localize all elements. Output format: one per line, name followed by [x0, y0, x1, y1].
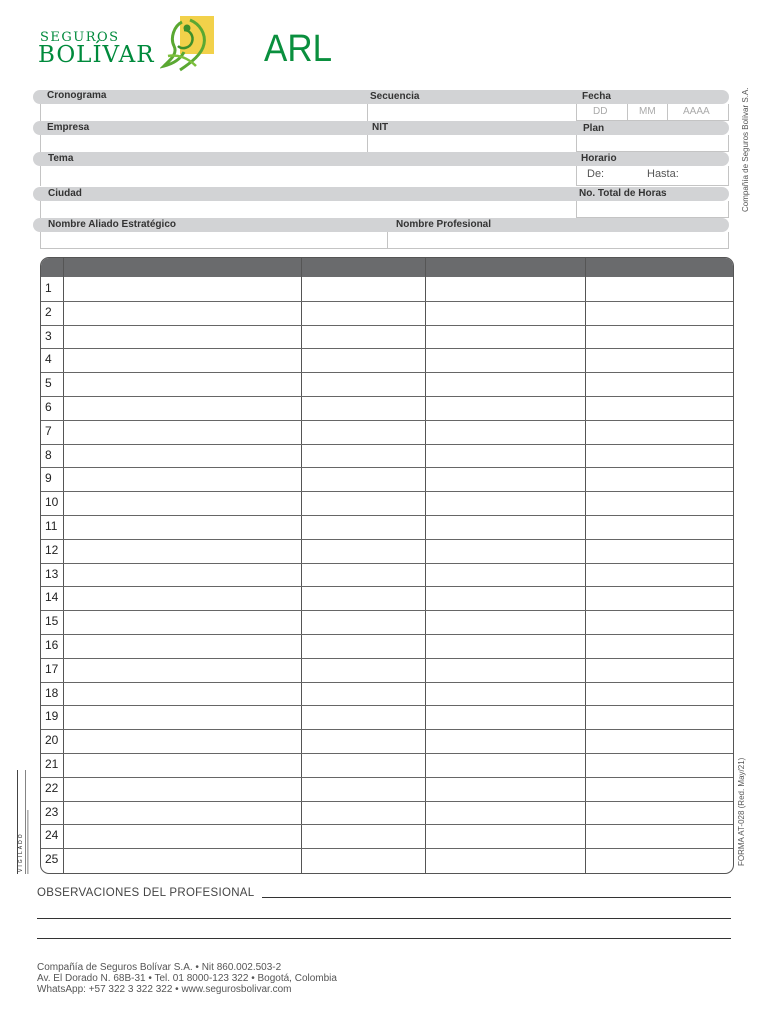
form-code-text: FORMA AT-028 (Red. May/21) [737, 757, 746, 866]
table-header [41, 258, 733, 277]
table-row[interactable] [41, 848, 733, 872]
row-number: 22 [45, 781, 59, 795]
field-cronograma[interactable] [40, 104, 367, 121]
observaciones-line[interactable] [37, 918, 731, 919]
label-nit: NIT [372, 122, 389, 133]
table-row[interactable] [41, 396, 733, 420]
table-row[interactable] [41, 563, 733, 587]
row-number: 23 [45, 805, 59, 819]
table-row[interactable] [41, 586, 733, 610]
horario-hasta: Hasta: [647, 168, 679, 180]
row-number: 15 [45, 614, 59, 628]
table-row[interactable] [41, 277, 733, 301]
bolivar-logo-icon [160, 16, 216, 74]
field-ciudad[interactable] [40, 201, 576, 218]
row-number: 18 [45, 686, 59, 700]
table-row[interactable] [41, 348, 733, 372]
table-row[interactable] [41, 301, 733, 325]
table-row[interactable] [41, 801, 733, 825]
table-row[interactable] [41, 420, 733, 444]
horario-de: De: [587, 168, 605, 180]
row-number: 11 [45, 519, 58, 533]
footer [37, 962, 337, 995]
field-aliado[interactable] [40, 232, 387, 249]
fecha-dd: DD [593, 106, 608, 117]
table-row[interactable] [41, 658, 733, 682]
table-row[interactable] [41, 491, 733, 515]
attendance-table [40, 257, 734, 874]
field-profesional[interactable] [387, 232, 729, 249]
row-number: 5 [45, 376, 52, 390]
table-row[interactable] [41, 372, 733, 396]
field-nit[interactable] [367, 135, 576, 152]
row-bar-tema [33, 152, 729, 166]
field-secuencia[interactable] [367, 104, 576, 121]
brand-top-text: SEGUROS [40, 30, 120, 45]
row-number: 12 [45, 543, 59, 557]
table-row[interactable] [41, 539, 733, 563]
label-cronograma: Cronograma [47, 90, 107, 101]
fecha-aaaa: AAAA [683, 106, 710, 117]
label-profesional: Nombre Profesional [396, 219, 492, 230]
label-empresa: Empresa [47, 122, 90, 133]
row-number: 10 [45, 495, 59, 509]
table-row[interactable] [41, 682, 733, 706]
label-ciudad: Ciudad [48, 188, 82, 199]
product-title: ARL [264, 28, 333, 70]
table-row[interactable] [41, 325, 733, 349]
row-number: 9 [45, 471, 52, 485]
row-number: 19 [45, 709, 59, 723]
row-number: 3 [45, 329, 52, 343]
table-row[interactable] [41, 729, 733, 753]
observaciones-line[interactable] [37, 938, 731, 939]
row-number: 14 [45, 590, 59, 604]
row-number: 17 [45, 662, 59, 676]
table-row[interactable] [41, 753, 733, 777]
label-total-horas: No. Total de Horas [579, 188, 667, 199]
row-number: 4 [45, 352, 52, 366]
label-tema: Tema [48, 153, 74, 164]
fecha-divider [627, 104, 628, 120]
observaciones-label: OBSERVACIONES DEL PROFESIONAL [37, 887, 255, 899]
brand-name: BOLÍVAR [38, 42, 155, 68]
label-aliado: Nombre Aliado Estratégico [48, 219, 176, 230]
label-horario: Horario [581, 153, 617, 164]
fecha-divider [667, 104, 668, 120]
label-plan: Plan [583, 123, 605, 134]
row-number: 13 [45, 567, 59, 581]
footer-line-1: Compañía de Seguros Bolívar S.A. • Nit 860.002.503-2 [37, 962, 282, 973]
table-row[interactable] [41, 610, 733, 634]
vigilado-text: VIGILADO [18, 832, 24, 872]
row-number: 8 [45, 448, 52, 462]
field-total-horas[interactable] [576, 201, 729, 218]
field-tema[interactable] [40, 166, 576, 186]
table-row[interactable] [41, 634, 733, 658]
company-vertical-text: Compañía de Seguros Bolívar S.A. [741, 87, 750, 212]
row-number: 20 [45, 733, 59, 747]
footer-line-3: WhatsApp: +57 322 3 322 322 • www.segurosbolivar.com [37, 984, 292, 995]
table-row[interactable] [41, 777, 733, 801]
observaciones-line[interactable] [262, 897, 731, 898]
row-number: 25 [45, 852, 59, 866]
table-row[interactable] [41, 444, 733, 468]
row-number: 24 [45, 828, 59, 842]
row-number: 16 [45, 638, 59, 652]
row-number: 1 [45, 281, 52, 295]
field-empresa[interactable] [40, 135, 367, 152]
table-row[interactable] [41, 824, 733, 848]
label-fecha: Fecha [582, 91, 611, 102]
footer-line-2: Av. El Dorado N. 68B-31 • Tel. 01 8000-123 322 • Bogotá, Colombia [37, 973, 337, 984]
fecha-mm: MM [639, 106, 656, 117]
row-number: 21 [45, 757, 59, 771]
table-row[interactable] [41, 705, 733, 729]
label-secuencia: Secuencia [370, 91, 420, 102]
field-plan[interactable] [576, 135, 729, 152]
row-number: 2 [45, 305, 52, 319]
table-row[interactable] [41, 515, 733, 539]
row-number: 7 [45, 424, 52, 438]
row-number: 6 [45, 400, 52, 414]
table-row[interactable] [41, 467, 733, 491]
